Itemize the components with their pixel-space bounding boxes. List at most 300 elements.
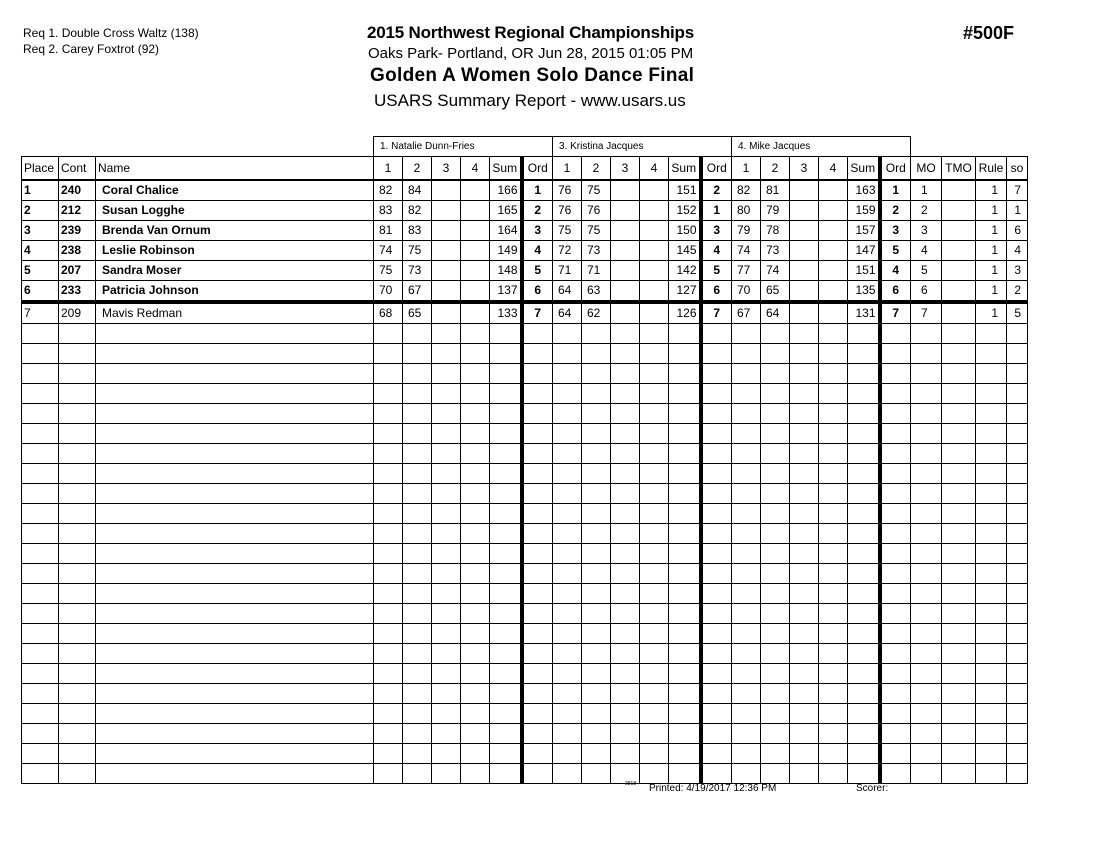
score-cell xyxy=(553,544,582,564)
score-cell xyxy=(374,704,403,724)
mo-cell xyxy=(911,764,942,784)
score-cell xyxy=(403,324,432,344)
so-cell xyxy=(1007,544,1028,564)
col-mo: MO xyxy=(911,157,942,181)
name-cell xyxy=(96,324,374,344)
col-cont: Cont xyxy=(59,157,96,181)
score-cell xyxy=(432,201,461,221)
score-cell xyxy=(553,484,582,504)
table-row xyxy=(22,564,1028,584)
sum-cell xyxy=(848,424,880,444)
so-cell xyxy=(1007,404,1028,424)
score-cell xyxy=(611,404,640,424)
score-cell xyxy=(640,524,669,544)
ord-cell xyxy=(880,464,911,484)
sum-cell: 164 xyxy=(490,221,522,241)
score-cell xyxy=(819,624,848,644)
sum-cell xyxy=(848,724,880,744)
score-cell xyxy=(461,201,490,221)
score-cell xyxy=(432,504,461,524)
score-cell xyxy=(461,504,490,524)
score-cell xyxy=(819,684,848,704)
ord-cell: 2 xyxy=(701,180,732,201)
score-cell xyxy=(582,344,611,364)
tmo-cell xyxy=(942,281,976,303)
ord-cell xyxy=(522,644,553,664)
place-cell: 1 xyxy=(22,180,59,201)
col-j3-1: 1 xyxy=(732,157,761,181)
score-cell: 75 xyxy=(553,221,582,241)
table-row xyxy=(22,364,1028,384)
score-cell: 76 xyxy=(553,180,582,201)
score-cell xyxy=(819,604,848,624)
sum-cell xyxy=(669,404,701,424)
place-cell xyxy=(22,484,59,504)
name-cell xyxy=(96,504,374,524)
score-cell xyxy=(732,704,761,724)
score-cell xyxy=(611,302,640,324)
score-cell xyxy=(761,644,790,664)
name-cell xyxy=(96,444,374,464)
place-cell: 2 xyxy=(22,201,59,221)
table-row xyxy=(22,604,1028,624)
sum-cell xyxy=(669,584,701,604)
rule-cell xyxy=(976,664,1007,684)
score-cell xyxy=(582,424,611,444)
tmo-cell xyxy=(942,464,976,484)
so-cell xyxy=(1007,384,1028,404)
rule-cell xyxy=(976,364,1007,384)
score-cell xyxy=(819,704,848,724)
ord-cell xyxy=(522,404,553,424)
score-cell: 76 xyxy=(553,201,582,221)
ord-cell: 3 xyxy=(880,221,911,241)
cont-cell xyxy=(59,604,96,624)
score-cell xyxy=(611,644,640,664)
score-cell xyxy=(461,564,490,584)
mo-cell xyxy=(911,624,942,644)
place-cell xyxy=(22,724,59,744)
form-code: 3818 xyxy=(625,781,637,787)
score-cell xyxy=(790,724,819,744)
sum-cell xyxy=(848,484,880,504)
rule-cell: 1 xyxy=(976,261,1007,281)
place-cell xyxy=(22,644,59,664)
score-cell xyxy=(761,744,790,764)
score-cell xyxy=(761,364,790,384)
rule-cell: 1 xyxy=(976,302,1007,324)
cont-cell xyxy=(59,704,96,724)
rule-cell: 1 xyxy=(976,221,1007,241)
score-cell xyxy=(611,544,640,564)
score-cell xyxy=(761,444,790,464)
tmo-cell xyxy=(942,404,976,424)
ord-cell xyxy=(701,364,732,384)
score-cell xyxy=(553,684,582,704)
score-cell: 81 xyxy=(761,180,790,201)
score-cell xyxy=(461,544,490,564)
score-cell xyxy=(761,484,790,504)
judge-3-name: 4. Mike Jacques xyxy=(732,137,911,157)
rule-cell: 1 xyxy=(976,180,1007,201)
score-cell xyxy=(640,364,669,384)
place-cell xyxy=(22,584,59,604)
cont-cell xyxy=(59,524,96,544)
score-cell xyxy=(611,261,640,281)
score-cell: 74 xyxy=(761,261,790,281)
so-cell: 2 xyxy=(1007,281,1028,303)
rule-cell xyxy=(976,724,1007,744)
place-cell xyxy=(22,604,59,624)
score-cell xyxy=(553,604,582,624)
sum-cell: 149 xyxy=(490,241,522,261)
score-cell xyxy=(374,544,403,564)
cont-cell xyxy=(59,384,96,404)
cont-cell: 239 xyxy=(59,221,96,241)
rule-cell xyxy=(976,544,1007,564)
tmo-cell xyxy=(942,524,976,544)
score-cell xyxy=(432,384,461,404)
ord-cell xyxy=(522,364,553,384)
score-cell xyxy=(461,764,490,784)
score-cell xyxy=(790,744,819,764)
score-cell xyxy=(553,424,582,444)
score-cell xyxy=(790,464,819,484)
ord-cell xyxy=(522,604,553,624)
tmo-cell xyxy=(942,424,976,444)
venue-line: Oaks Park- Portland, OR Jun 28, 2015 01:05 PM xyxy=(368,45,694,62)
score-cell xyxy=(790,364,819,384)
tmo-cell xyxy=(942,564,976,584)
col-j2-4: 4 xyxy=(640,157,669,181)
mo-cell: 6 xyxy=(911,281,942,303)
name-cell xyxy=(96,564,374,584)
score-cell xyxy=(790,544,819,564)
score-cell xyxy=(461,524,490,544)
tmo-cell xyxy=(942,364,976,384)
cont-cell xyxy=(59,544,96,564)
table-row xyxy=(22,344,1028,364)
score-cell xyxy=(582,704,611,724)
score-cell: 64 xyxy=(553,281,582,303)
score-cell xyxy=(403,624,432,644)
tmo-cell xyxy=(942,764,976,784)
cont-cell xyxy=(59,664,96,684)
sum-cell xyxy=(848,464,880,484)
score-cell xyxy=(461,404,490,424)
score-cell xyxy=(553,464,582,484)
name-cell xyxy=(96,464,374,484)
score-cell xyxy=(819,344,848,364)
score-cell xyxy=(819,302,848,324)
ord-cell xyxy=(522,724,553,744)
score-cell xyxy=(582,504,611,524)
sum-cell: 145 xyxy=(669,241,701,261)
score-cell xyxy=(640,302,669,324)
col-j2-1: 1 xyxy=(553,157,582,181)
score-cell xyxy=(819,364,848,384)
score-cell xyxy=(553,324,582,344)
col-j2-2: 2 xyxy=(582,157,611,181)
score-cell xyxy=(461,704,490,724)
cont-cell xyxy=(59,324,96,344)
score-cell xyxy=(374,524,403,544)
score-cell xyxy=(761,524,790,544)
so-cell: 3 xyxy=(1007,261,1028,281)
score-cell xyxy=(611,424,640,444)
score-cell: 73 xyxy=(761,241,790,261)
score-cell xyxy=(819,664,848,684)
score-cell xyxy=(582,604,611,624)
score-cell xyxy=(461,464,490,484)
score-cell: 65 xyxy=(403,302,432,324)
ord-cell xyxy=(701,564,732,584)
score-cell xyxy=(640,424,669,444)
sum-cell xyxy=(669,764,701,784)
score-cell xyxy=(761,324,790,344)
score-cell xyxy=(732,724,761,744)
score-cell xyxy=(640,484,669,504)
score-cell xyxy=(461,281,490,303)
mo-cell xyxy=(911,564,942,584)
col-j2-ord: Ord xyxy=(701,157,732,181)
score-cell xyxy=(611,364,640,384)
cont-cell xyxy=(59,424,96,444)
score-cell xyxy=(790,302,819,324)
place-cell xyxy=(22,444,59,464)
sum-cell xyxy=(669,484,701,504)
score-cell xyxy=(790,444,819,464)
table-row xyxy=(22,724,1028,744)
table-row xyxy=(22,201,1028,221)
ord-cell xyxy=(522,564,553,584)
score-cell xyxy=(432,364,461,384)
mo-cell: 3 xyxy=(911,221,942,241)
score-cell xyxy=(611,604,640,624)
ord-cell xyxy=(880,744,911,764)
score-cell xyxy=(582,324,611,344)
ord-cell xyxy=(880,424,911,444)
score-cell xyxy=(732,744,761,764)
ord-cell xyxy=(880,484,911,504)
score-cell xyxy=(432,564,461,584)
score-cell xyxy=(611,464,640,484)
score-cell xyxy=(461,644,490,664)
ord-cell xyxy=(701,604,732,624)
so-cell: 1 xyxy=(1007,201,1028,221)
table-row xyxy=(22,384,1028,404)
score-cell xyxy=(582,584,611,604)
mo-cell xyxy=(911,384,942,404)
name-cell xyxy=(96,744,374,764)
cont-cell xyxy=(59,464,96,484)
ord-cell xyxy=(880,564,911,584)
col-j1-1: 1 xyxy=(374,157,403,181)
score-cell xyxy=(553,344,582,364)
ord-cell xyxy=(880,764,911,784)
score-cell xyxy=(761,764,790,784)
sum-cell xyxy=(669,724,701,744)
score-cell xyxy=(819,261,848,281)
sum-cell xyxy=(669,704,701,724)
score-cell xyxy=(461,364,490,384)
so-cell: 5 xyxy=(1007,302,1028,324)
sum-cell xyxy=(848,504,880,524)
so-cell xyxy=(1007,684,1028,704)
ord-cell: 3 xyxy=(522,221,553,241)
score-cell xyxy=(819,241,848,261)
name-cell xyxy=(96,404,374,424)
sum-cell: 151 xyxy=(669,180,701,201)
mo-cell: 1 xyxy=(911,180,942,201)
score-cell xyxy=(732,444,761,464)
rule-cell xyxy=(976,324,1007,344)
score-cell xyxy=(640,444,669,464)
score-cell xyxy=(761,704,790,724)
score-cell xyxy=(582,464,611,484)
ord-cell: 4 xyxy=(880,261,911,281)
sum-cell xyxy=(848,744,880,764)
ord-cell xyxy=(880,604,911,624)
col-j1-4: 4 xyxy=(461,157,490,181)
score-cell xyxy=(819,644,848,664)
score-cell xyxy=(640,744,669,764)
score-cell xyxy=(761,584,790,604)
score-cell: 75 xyxy=(582,180,611,201)
sum-cell xyxy=(669,384,701,404)
mo-cell xyxy=(911,744,942,764)
sum-cell xyxy=(490,624,522,644)
so-cell xyxy=(1007,644,1028,664)
score-cell: 64 xyxy=(553,302,582,324)
cont-cell xyxy=(59,504,96,524)
score-cell: 75 xyxy=(582,221,611,241)
score-cell xyxy=(761,624,790,644)
sum-cell: 157 xyxy=(848,221,880,241)
sum-cell: 152 xyxy=(669,201,701,221)
cont-cell xyxy=(59,404,96,424)
ord-cell xyxy=(522,764,553,784)
ord-cell: 5 xyxy=(522,261,553,281)
score-cell xyxy=(553,644,582,664)
sum-cell: 165 xyxy=(490,201,522,221)
score-cell xyxy=(461,324,490,344)
table-row xyxy=(22,504,1028,524)
name-cell xyxy=(96,344,374,364)
score-cell: 65 xyxy=(761,281,790,303)
sum-cell xyxy=(669,564,701,584)
sum-cell xyxy=(669,624,701,644)
rule-cell xyxy=(976,644,1007,664)
place-cell: 5 xyxy=(22,261,59,281)
score-cell xyxy=(819,201,848,221)
tmo-cell xyxy=(942,704,976,724)
score-cell xyxy=(611,180,640,201)
cont-cell: 209 xyxy=(59,302,96,324)
name-cell xyxy=(96,544,374,564)
ord-cell: 7 xyxy=(880,302,911,324)
mo-cell xyxy=(911,604,942,624)
ord-cell: 6 xyxy=(880,281,911,303)
table-row xyxy=(22,704,1028,724)
ord-cell xyxy=(880,584,911,604)
ord-cell xyxy=(880,544,911,564)
sum-cell xyxy=(669,604,701,624)
tmo-cell xyxy=(942,302,976,324)
score-cell xyxy=(611,504,640,524)
so-cell xyxy=(1007,424,1028,444)
score-cell xyxy=(432,221,461,241)
score-cell xyxy=(432,624,461,644)
score-cell xyxy=(432,180,461,201)
score-cell xyxy=(374,464,403,484)
so-cell xyxy=(1007,624,1028,644)
score-cell xyxy=(640,664,669,684)
table-row xyxy=(22,644,1028,664)
rule-cell xyxy=(976,484,1007,504)
mo-cell xyxy=(911,504,942,524)
score-cell xyxy=(374,744,403,764)
sum-cell xyxy=(490,724,522,744)
score-cell xyxy=(553,664,582,684)
rule-cell: 1 xyxy=(976,281,1007,303)
ord-cell: 2 xyxy=(880,201,911,221)
ord-cell xyxy=(701,644,732,664)
name-cell xyxy=(96,664,374,684)
score-cell xyxy=(582,724,611,744)
score-cell xyxy=(403,764,432,784)
so-cell xyxy=(1007,604,1028,624)
score-cell xyxy=(582,764,611,784)
score-cell xyxy=(553,764,582,784)
score-cell: 64 xyxy=(761,302,790,324)
tmo-cell xyxy=(942,664,976,684)
so-cell xyxy=(1007,484,1028,504)
table-row xyxy=(22,624,1028,644)
score-cell xyxy=(732,364,761,384)
score-cell xyxy=(582,624,611,644)
score-cell xyxy=(761,464,790,484)
score-cell xyxy=(403,644,432,664)
rule-cell xyxy=(976,404,1007,424)
mo-cell: 4 xyxy=(911,241,942,261)
score-cell xyxy=(790,281,819,303)
sum-cell xyxy=(848,764,880,784)
ord-cell: 4 xyxy=(701,241,732,261)
score-cell xyxy=(432,724,461,744)
score-cell xyxy=(640,261,669,281)
place-cell xyxy=(22,404,59,424)
score-cell xyxy=(611,684,640,704)
rule-cell xyxy=(976,744,1007,764)
sum-cell: 163 xyxy=(848,180,880,201)
score-cell xyxy=(374,444,403,464)
place-cell xyxy=(22,384,59,404)
col-j2-sum: Sum xyxy=(669,157,701,181)
score-cell xyxy=(374,564,403,584)
score-cell xyxy=(553,504,582,524)
score-cell xyxy=(819,221,848,241)
ord-cell xyxy=(880,324,911,344)
score-cell xyxy=(432,584,461,604)
so-cell xyxy=(1007,764,1028,784)
score-cell xyxy=(790,604,819,624)
sum-cell: 151 xyxy=(848,261,880,281)
cont-cell xyxy=(59,644,96,664)
table-row xyxy=(22,764,1028,784)
score-cell xyxy=(403,564,432,584)
score-cell xyxy=(461,724,490,744)
